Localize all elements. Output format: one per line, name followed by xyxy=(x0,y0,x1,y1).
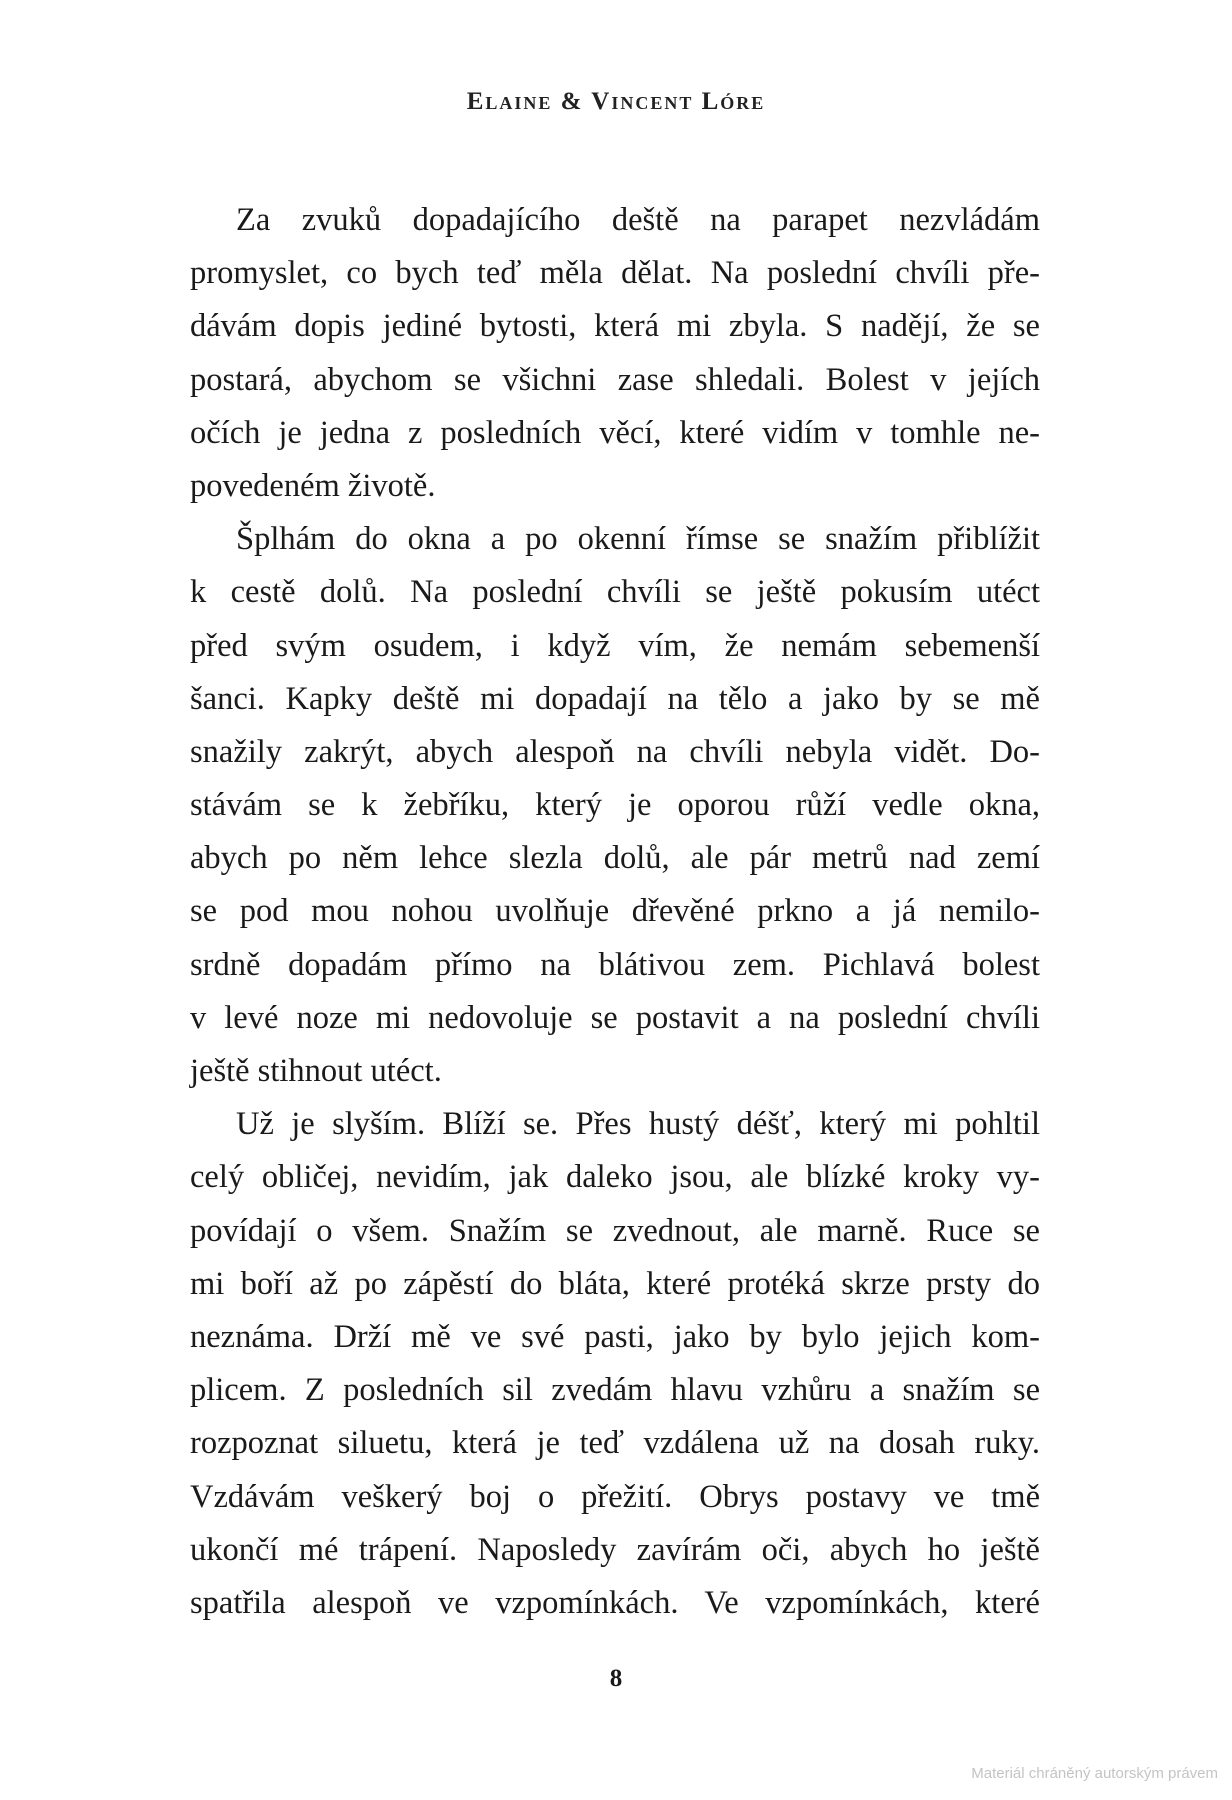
text-line: šanci. Kapky deště mi dopadají na tělo a jako by se mě xyxy=(190,680,1040,717)
text-line: očích je jedna z posledních věcí, které vidím v tomhle ne- xyxy=(190,414,1040,451)
text-line: k cestě dolů. Na poslední chvíli se ještě pokusím utéct xyxy=(190,574,1040,611)
text-line: povedeném životě. xyxy=(190,467,436,504)
text-line: promyslet, co bych teď měla dělat. Na poslední chvíli pře- xyxy=(190,255,1040,292)
text-line: snažily zakrýt, abych alespoň na chvíli nebyla vidět. Do- xyxy=(190,733,1040,770)
text-line: neznáma. Drží mě ve své pasti, jako by bylo jejich kom- xyxy=(190,1318,1040,1355)
text-line: povídají o všem. Snažím se zvednout, ale marně. Ruce se xyxy=(190,1212,1040,1249)
text-line: Vzdávám veškerý boj o přežití. Obrys postavy ve tmě xyxy=(190,1478,1040,1515)
text-line: srdně dopadám přímo na blátivou zem. Pichlavá bolest xyxy=(190,946,1040,983)
text-line: plicem. Z posledních sil zvedám hlavu vzhůru a snažím se xyxy=(190,1372,1040,1409)
text-line: se pod mou nohou uvolňuje dřevěné prkno a já nemilo- xyxy=(190,893,1040,930)
body-text xyxy=(190,194,1040,1630)
paragraph xyxy=(190,194,1040,513)
running-header: Elaine & Vincent Lóre xyxy=(466,88,766,115)
text-line: celý obličej, nevidím, jak daleko jsou, ale blízké kroky vy- xyxy=(190,1159,1040,1196)
text-line: před svým osudem, i když vím, že nemám sebemenší xyxy=(190,627,1040,664)
paragraph xyxy=(190,513,1040,1098)
page-number: 8 xyxy=(609,1665,623,1692)
text-line: ukončí mé trápení. Naposledy zavírám oči, abych ho ještě xyxy=(190,1531,1040,1568)
text-line: abych po něm lehce slezla dolů, ale pár metrů nad zemí xyxy=(190,840,1040,877)
text-line: Šplhám do okna a po okenní římse se snažím přiblížit xyxy=(236,521,1040,558)
text-line: v levé noze mi nedovoluje se postavit a na poslední chvíli xyxy=(190,999,1040,1036)
text-line: ještě stihnout utéct. xyxy=(190,1053,442,1089)
text-line: rozpoznat siluetu, která je teď vzdálena už na dosah ruky. xyxy=(190,1425,1040,1462)
text-line: mi boří až po zápěstí do bláta, které protéká skrze prsty do xyxy=(190,1265,1040,1302)
text-line: Už je slyším. Blíží se. Přes hustý déšť, který mi pohltil xyxy=(236,1106,1040,1143)
copyright-notice: Materiál chráněný autorským právem xyxy=(971,1765,1218,1782)
text-line: postará, abychom se všichni zase shledali. Bolest v jejích xyxy=(190,361,1040,398)
text-line: Za zvuků dopadajícího deště na parapet nezvládám xyxy=(236,202,1040,238)
text-line: stávám se k žebříku, který je oporou růží vedle okna, xyxy=(190,787,1040,824)
text-line: dávám dopis jediné bytosti, která mi zbyla. S nadějí, že se xyxy=(190,308,1040,345)
text-line: spatřila alespoň ve vzpomínkách. Ve vzpomínkách, které xyxy=(190,1584,1040,1621)
paragraph xyxy=(190,1098,1040,1630)
